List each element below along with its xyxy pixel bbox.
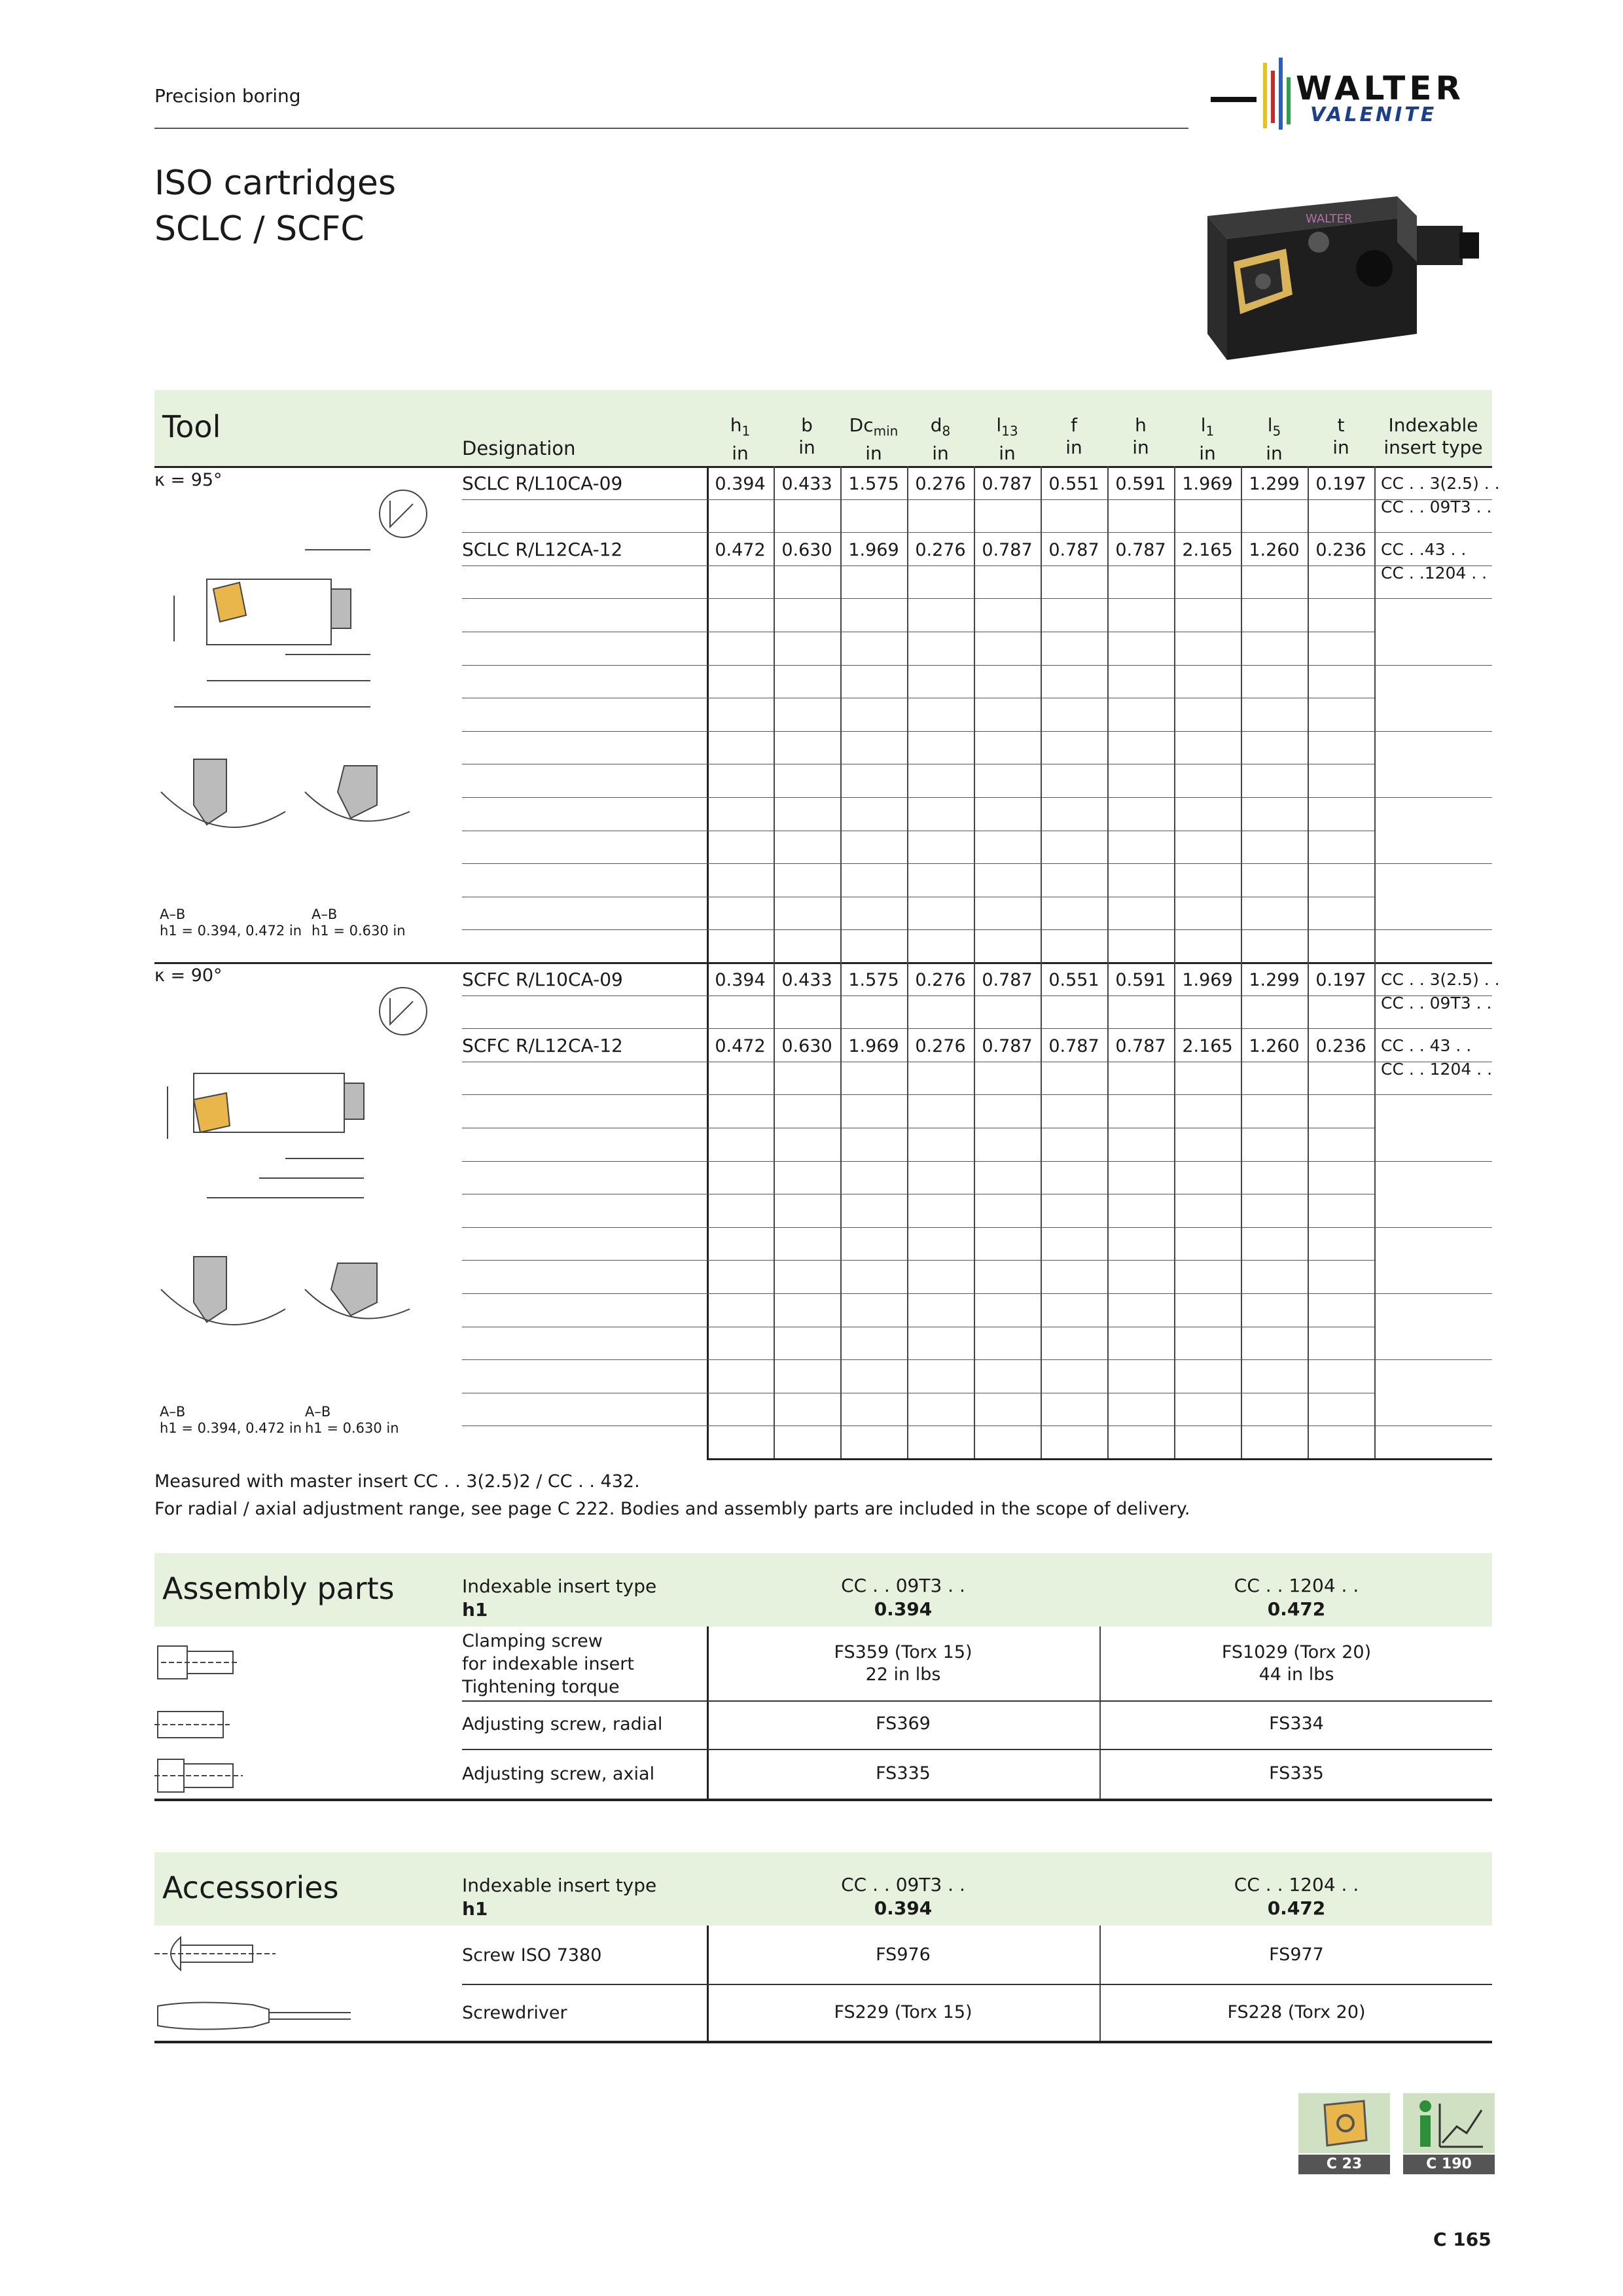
assembly-hdr-insert-type: Indexable insert type [462,1575,657,1597]
accessories-row1-col1: FS976 [876,1945,931,1965]
assembly-row3-col1: FS335 [876,1763,931,1784]
col-header-sym: h [1135,414,1147,436]
page-title-line2: SCLC / SCFC [154,209,365,249]
assembly-row2-col1: FS369 [876,1713,931,1734]
col-header-sym: b [801,414,813,436]
insert-type-1: CC . . 43 . . [1381,1036,1472,1056]
col-header-4 [974,414,1041,465]
row-line [462,1227,1374,1228]
assembly-col1-h1: 0.394 [874,1598,933,1620]
insert-type-1: CC . . 3(2.5) . . [1381,970,1500,989]
col-header-sym: f [1071,414,1077,436]
value-cell: 0.197 [1315,474,1366,494]
ref-insert-box[interactable] [1298,2093,1390,2174]
value-cell: 0.551 [1048,970,1099,990]
col-header-unit: in [932,442,949,464]
ref-insert-label: C 23 [1298,2155,1390,2174]
header-rule [154,128,1188,129]
screwdriver-icon [154,1993,357,2039]
col-header-sub: 8 [942,423,951,439]
caption-ab-2a: A–B [160,1404,186,1420]
row-line [462,731,1374,732]
insert-row-line [1374,1359,1492,1360]
value-cell: 0.433 [781,474,832,494]
insert-row-line [1374,1293,1492,1294]
value-cell: 0.433 [781,970,832,990]
accessories-row2-col2: FS228 (Torx 20) [1227,2002,1366,2022]
insert-type-1: CC . . 3(2.5) . . [1381,474,1500,493]
col-header-symbol [907,414,974,442]
col-header-symbol [1041,414,1107,437]
assembly-band-title: Assembly parts [162,1571,395,1606]
col-header-unit: in [999,442,1016,464]
page-title-line1: ISO cartridges [154,164,396,203]
insert-row-line [1374,863,1492,864]
value-cell: 1.969 [1182,970,1233,990]
insert-row-line [1374,598,1492,599]
assembly-col2-type: CC . . 1204 . . [1234,1575,1359,1596]
iso-screw-icon [154,1931,279,1977]
value-cell: 1.969 [848,1036,899,1057]
accessories-hdr-h1: h1 [462,1898,488,1920]
value-cell: 0.276 [915,970,966,990]
row-line [462,1161,1374,1162]
col-header-symbol [1308,414,1374,437]
value-cell: 0.630 [781,540,832,561]
row-line [462,1028,1374,1029]
value-cell: 0.236 [1315,540,1366,561]
value-cell: 0.394 [715,970,766,990]
accessories-bottom-line [154,2041,1492,2043]
assembly-row2-label: Adjusting screw, radial [462,1714,663,1734]
tool-table-bottom [707,1458,1492,1460]
col-header-9 [1308,414,1374,459]
accessories-row2-label: Screwdriver [462,2003,567,2023]
accessories-row1-label: Screw ISO 7380 [462,1945,602,1965]
value-cell: 0.472 [715,540,766,561]
insert-row-line [1374,665,1492,666]
row-line [462,1094,1374,1095]
col-header-sub: 5 [1272,423,1281,439]
value-cell: 0.787 [1115,1036,1166,1057]
value-cell: 0.472 [715,1036,766,1057]
section-label: Precision boring [154,85,301,107]
clamping-screw-icon [154,1640,246,1685]
designation-cell: SCFC R/L12CA-12 [462,1035,623,1057]
insert-row-line [1374,731,1492,732]
insert-row-line [1374,797,1492,798]
insert-type-2: CC . .1204 . . [1381,564,1488,583]
value-cell: 0.276 [915,540,966,561]
col-header-symbol [1107,414,1174,437]
col-header-sym: l [996,414,1002,436]
row-line [462,929,1374,930]
value-cell: 1.299 [1249,970,1300,990]
accessories-row1-col2: FS977 [1269,1945,1324,1965]
kappa-90-label: κ = 90° [154,965,223,986]
value-cell: 0.787 [1048,540,1099,561]
col-header-unit: in [732,442,749,464]
row-line [462,1260,1374,1261]
insert-type-2: CC . . 09T3 . . [1381,497,1492,516]
col-header-symbol [1174,414,1241,442]
assembly-row3-col2: FS335 [1269,1763,1324,1784]
accessories-row2-col1: FS229 (Torx 15) [834,2002,972,2022]
accessories-row-line-1 [462,1984,1492,1985]
assembly-row-line-1 [462,1700,1492,1702]
col-header-unit: in [1132,437,1149,458]
insert-type-header [1374,414,1492,459]
col-header-sym: d [930,414,942,436]
drawing-sclc [154,484,449,903]
value-cell: 2.165 [1182,1036,1233,1057]
designation-cell: SCLC R/L12CA-12 [462,539,623,561]
caption-h1-2b: h1 = 0.630 in [305,1420,399,1436]
col-header-sub: min [873,423,899,439]
row-line [462,797,1374,798]
col-header-unit: in [1266,442,1283,464]
accessories-col2-type: CC . . 1204 . . [1234,1874,1359,1895]
col-divider [1374,466,1376,962]
kappa-95-label: κ = 95° [154,470,223,490]
designation-header: Designation [462,437,576,459]
assembly-row1-label1: Clamping screw [462,1631,603,1651]
col-header-sym: l [1267,414,1273,436]
caption-h1-2a: h1 = 0.394, 0.472 in [160,1420,302,1436]
col-divider [1374,962,1376,1460]
assembly-row1-col2a: FS1029 (Torx 20) [1221,1642,1372,1662]
assembly-row1-col2b: 44 in lbs [1258,1664,1334,1685]
col-header-5 [1041,414,1107,459]
insert-row-line [1374,929,1492,930]
value-cell: 0.276 [915,474,966,494]
caption-h1-1b: h1 = 0.630 in [312,923,406,939]
col-header-symbol [840,414,907,442]
value-cell: 0.787 [982,540,1033,561]
value-cell: 0.787 [982,970,1033,990]
col-header-unit: in [798,437,815,458]
insert-row-line [1374,1094,1492,1095]
value-cell: 1.969 [848,540,899,561]
value-cell: 0.787 [1048,1036,1099,1057]
insert-type-header-line2: insert type [1383,437,1483,458]
info-chart-icon [1411,2097,1487,2151]
accessories-col1-type: CC . . 09T3 . . [841,1874,965,1895]
col-header-sym: t [1337,414,1345,436]
assembly-bottom-line [154,1799,1492,1801]
ref-info-label: C 190 [1403,2155,1495,2174]
accessories-col2-h1: 0.472 [1267,1897,1326,1919]
drawing-scfc [154,982,449,1401]
col-header-sym: h [730,414,742,436]
caption-ab-1a: A–B [160,906,186,922]
col-header-0 [707,414,774,465]
brand-name: WALTER [1296,69,1465,107]
value-cell: 0.787 [982,1036,1033,1057]
value-cell: 1.260 [1249,540,1300,561]
value-cell: 0.787 [982,474,1033,494]
assembly-col1-type: CC . . 09T3 . . [841,1575,965,1596]
value-cell: 0.591 [1115,474,1166,494]
designation-cell: SCFC R/L10CA-09 [462,969,623,990]
caption-h1-1a: h1 = 0.394, 0.472 in [160,923,302,939]
accessories-hdr-insert-type: Indexable insert type [462,1874,657,1896]
row-line [462,532,1374,533]
axial-screw-icon [154,1754,246,1797]
tool-band-title: Tool [162,409,221,444]
value-cell: 1.299 [1249,474,1300,494]
accessories-band-title: Accessories [162,1870,339,1905]
value-cell: 1.260 [1249,1036,1300,1057]
value-cell: 2.165 [1182,540,1233,561]
col-header-unit: in [1065,437,1082,458]
group-top-line [154,962,1492,964]
assembly-hdr-h1: h1 [462,1599,488,1621]
value-cell: 1.969 [1182,474,1233,494]
caption-ab-2b: A–B [305,1404,331,1420]
col-header-sym: Dc [849,414,874,436]
col-header-7 [1174,414,1241,465]
insert-row-line [1374,1028,1492,1029]
col-header-sub: 1 [741,423,751,439]
insert-type-2: CC . . 09T3 . . [1381,994,1492,1013]
brand-logo [1211,58,1486,130]
col-header-6 [1107,414,1174,459]
accessories-col1-h1: 0.394 [874,1897,933,1919]
col-header-sub: 13 [1001,423,1018,439]
row-line [462,598,1374,599]
value-cell: 0.197 [1315,970,1366,990]
col-header-8 [1241,414,1308,465]
row-line [462,863,1374,864]
row-line [462,499,1374,500]
value-cell: 0.276 [915,1036,966,1057]
col-header-symbol [707,414,774,442]
value-cell: 0.591 [1115,970,1166,990]
value-cell: 1.575 [848,970,899,990]
row-line [462,565,1374,566]
col-header-3 [907,414,974,465]
col-header-unit: in [1199,442,1216,464]
caption-ab-1b: A–B [312,906,338,922]
note-master-insert: Measured with master insert CC . . 3(2.5)2 / CC . . 432. [154,1471,640,1492]
col-header-symbol [774,414,840,437]
insert-row-line [1374,1161,1492,1162]
svg-text:WALTER: WALTER [1306,212,1353,226]
value-cell: 0.236 [1315,1036,1366,1057]
assembly-row1-col1a: FS359 (Torx 15) [834,1642,972,1662]
assembly-row1-label2: for indexable insert [462,1654,634,1674]
col-header-unit: in [865,442,882,464]
ref-info-box[interactable] [1403,2093,1495,2174]
col-header-sub: 1 [1205,423,1215,439]
col-header-2 [840,414,907,465]
col-header-symbol [1241,414,1308,442]
product-image [1201,177,1489,373]
col-header-1 [774,414,840,459]
insert-icon [1318,2098,1370,2149]
value-cell: 0.630 [781,1036,832,1057]
insert-type-1: CC . .43 . . [1381,540,1467,560]
col-header-sym: l [1200,414,1206,436]
group-top-line [154,466,1492,468]
radial-screw-icon [154,1705,233,1744]
value-cell: 0.551 [1048,474,1099,494]
col-header-symbol [974,414,1041,442]
value-cell: 0.787 [1115,540,1166,561]
assembly-row1-label3: Tightening torque [462,1677,620,1697]
insert-row-line [1374,532,1492,533]
assembly-col2-h1: 0.472 [1267,1598,1326,1620]
note-adjustment: For radial / axial adjustment range, see page C 222. Bodies and assembly parts are included in the scope of delivery. [154,1499,1190,1519]
col-header-unit: in [1332,437,1349,458]
brand-sub: VALENITE [1310,103,1437,126]
page-number: C 165 [1433,2229,1491,2250]
insert-type-header-line1: Indexable [1388,414,1478,436]
assembly-row-line-2 [462,1749,1492,1750]
row-line [462,1359,1374,1360]
insert-row-line [1374,1227,1492,1228]
value-cell: 1.575 [848,474,899,494]
value-cell: 0.394 [715,474,766,494]
assembly-row1-col1b: 22 in lbs [865,1664,941,1685]
row-line [462,665,1374,666]
designation-cell: SCLC R/L10CA-09 [462,473,623,494]
row-line [462,1293,1374,1294]
assembly-row2-col2: FS334 [1269,1713,1324,1734]
assembly-row3-label: Adjusting screw, axial [462,1764,655,1784]
insert-type-2: CC . . 1204 . . [1381,1060,1493,1079]
